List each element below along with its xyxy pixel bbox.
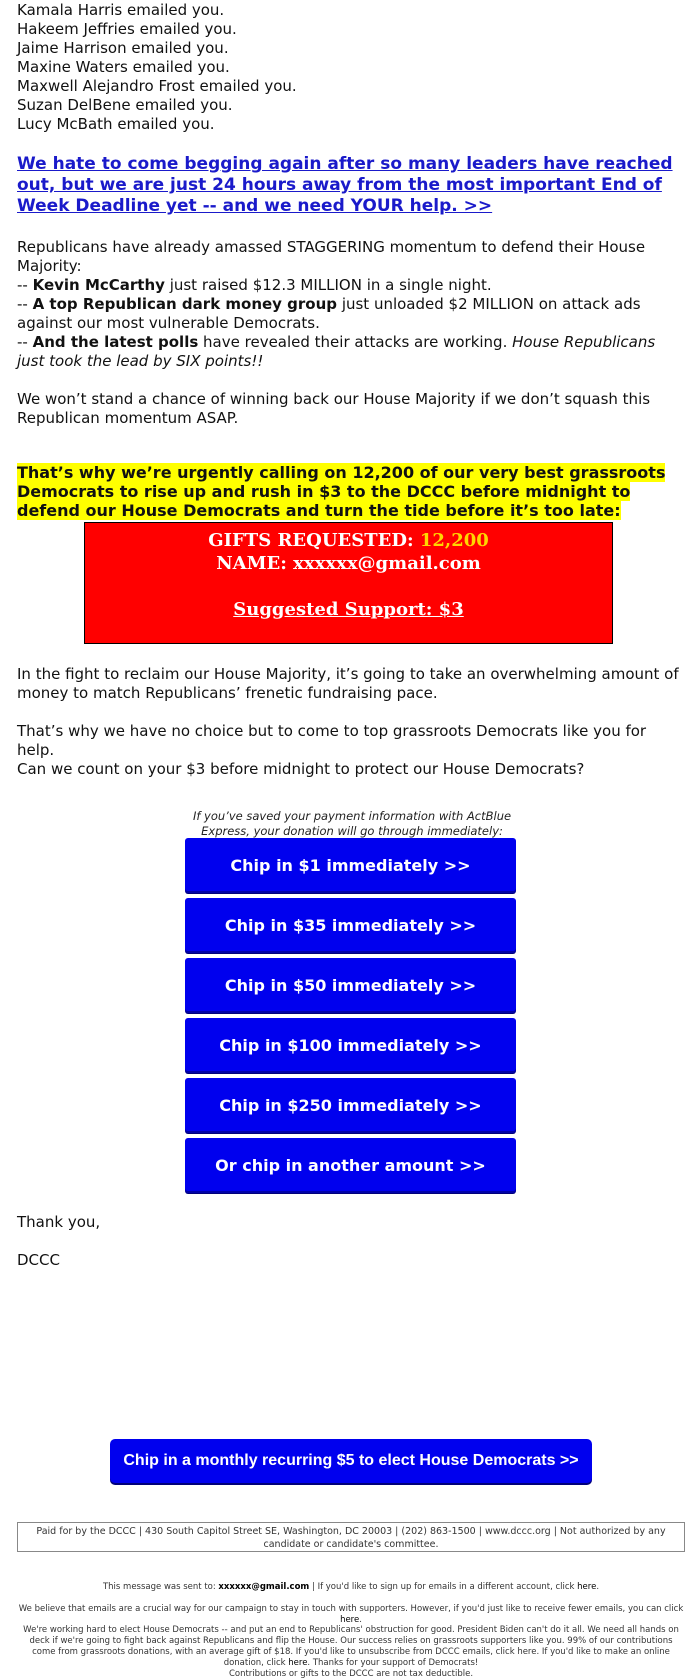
- signature: DCCC: [17, 1251, 60, 1269]
- gifts-label: GIFTS REQUESTED:: [208, 530, 420, 551]
- highlighted-text: That’s why we’re urgently calling on 12,200 of our very best grassroots Democrats to rise up and rush in $3 to the DCCC before midnight to defend our House Democrats and turn the tide before it’s too late:: [17, 463, 666, 520]
- emailed-line: Hakeem Jeffries emailed you.: [17, 20, 237, 38]
- monthly-recurring-button[interactable]: Chip in a monthly recurring $5 to elect House Democrats >>: [110, 1439, 592, 1483]
- suggested-support-link[interactable]: Suggested Support: $3: [233, 599, 464, 620]
- bullet-text: just raised $12.3 MILLION in a single night.: [164, 276, 492, 294]
- bullet-item: [17, 295, 685, 333]
- gifts-requested-box: [84, 522, 613, 644]
- gifts-value: 12,200: [419, 530, 489, 551]
- paid-for-disclaimer: Paid for by the DCCC | 430 South Capitol Street SE, Washington, DC 20003 | (202) 863-1500 | www.dccc.org | Not authorized by any candidate or candidate's committee.: [17, 1522, 685, 1552]
- sent-to-line: [17, 1582, 685, 1593]
- intro-text: Republicans have already amassed STAGGERING momentum to defend their House Majority:: [17, 238, 646, 275]
- chance-text: We won’t stand a chance of winning back our House Majority if we don’t squash this Republican momentum ASAP.: [17, 390, 651, 427]
- period: .: [359, 1614, 362, 1625]
- bullet-item: [17, 333, 685, 371]
- sent-email: xxxxxx@gmail.com: [218, 1581, 310, 1592]
- chip-in-1-button[interactable]: Chip in $1 immediately >>: [185, 838, 516, 893]
- emailed-line: Maxwell Alejandro Frost emailed you.: [17, 77, 297, 95]
- emailed-line: Kamala Harris emailed you.: [17, 1, 225, 19]
- bullet-list: [17, 276, 685, 371]
- chip-in-35-button[interactable]: Chip in $35 immediately >>: [185, 898, 516, 953]
- working-hard-paragraph: [17, 1625, 685, 1669]
- emailed-line: Lucy McBath emailed you.: [17, 115, 215, 133]
- not-tax-deductible: Contributions or gifts to the DCCC are not tax deductible.: [228, 1668, 474, 1679]
- bullet-text: just unloaded $2 MILLION on attack ads against our most vulnerable Democrats.: [17, 295, 641, 332]
- chip-in-other-button[interactable]: Or chip in another amount >>: [185, 1138, 516, 1193]
- count-text: Can we count on your $3 before midnight to protect our House Democrats?: [17, 760, 585, 778]
- actblue-note: If you’ve saved your payment information with ActBlue Express, your donation will go through immediately:: [192, 808, 512, 838]
- bullet-bold: Kevin McCarthy: [32, 276, 165, 294]
- bullet-prefix: --: [17, 333, 33, 351]
- chip-in-250-button[interactable]: Chip in $250 immediately >>: [185, 1078, 516, 1133]
- emailed-line: Jaime Harrison emailed you.: [17, 39, 229, 57]
- sent-prefix: This message was sent to:: [102, 1581, 219, 1592]
- fewer-text: We believe that emails are a crucial way for our campaign to stay in touch with supporters. However, if you'd just like to receive fewer emails, you can click: [18, 1603, 684, 1614]
- bullet-prefix: --: [17, 295, 33, 313]
- name-line: [85, 552, 612, 576]
- period: .: [596, 1581, 600, 1592]
- signup-here-link[interactable]: here: [577, 1581, 597, 1592]
- bullet-prefix: --: [17, 276, 33, 294]
- bullet-item: [17, 276, 685, 295]
- fight-text: In the fight to reclaim our House Majority, it’s going to take an overwhelming amount of money to match Republicans’ frenetic fundraising pace.: [17, 665, 679, 702]
- working-text: We're working hard to elect House Democrats -- and put an end to Republicans' obstruction for good. President Biden can't do it all. We need all hands on deck if we're going to fight back against Republicans and flip the House. Our success relies on grassroots supporters like you. 99% of our contributions come from grassroots donations, with an average gift of $18. If you'd like to unsubscribe from DCCC emails, click here. If you'd like to make an online donation, click: [23, 1624, 679, 1668]
- chip-in-100-button[interactable]: Chip in $100 immediately >>: [185, 1018, 516, 1073]
- highlighted-callout: [17, 463, 685, 520]
- bullet-bold: A top Republican dark money group: [32, 295, 338, 313]
- sent-suffix: | If you'd like to sign up for emails in a different account, click: [309, 1581, 578, 1592]
- gifts-requested-line: [85, 529, 612, 553]
- fewer-emails-line: [17, 1604, 685, 1626]
- headline-link[interactable]: We hate to come begging again after so many leaders have reached out, but we are just 24 hours away from the most important End of Week Deadline yet -- and we need YOUR help. >>: [17, 154, 673, 216]
- name-label: NAME:: [216, 553, 294, 574]
- donate-here-link[interactable]: here: [288, 1657, 308, 1668]
- fewer-emails-here-link[interactable]: here: [340, 1614, 360, 1625]
- thanks-text: Thank you,: [17, 1213, 101, 1231]
- bullet-bold: And the latest polls: [32, 333, 199, 351]
- no-choice-text: That’s why we have no choice but to come to top grassroots Democrats like you for help.: [17, 722, 647, 759]
- bullet-italic: House Republicans just took the lead by SIX points!!: [17, 333, 656, 370]
- working-text-end: . Thanks for your support of Democrats!: [307, 1657, 479, 1668]
- emailed-list: [17, 1, 685, 134]
- name-value: xxxxxx@gmail.com: [293, 553, 481, 574]
- emailed-line: Maxine Waters emailed you.: [17, 58, 230, 76]
- chip-in-50-button[interactable]: Chip in $50 immediately >>: [185, 958, 516, 1013]
- emailed-line: Suzan DelBene emailed you.: [17, 96, 233, 114]
- bullet-text: have revealed their attacks are working.: [198, 333, 513, 351]
